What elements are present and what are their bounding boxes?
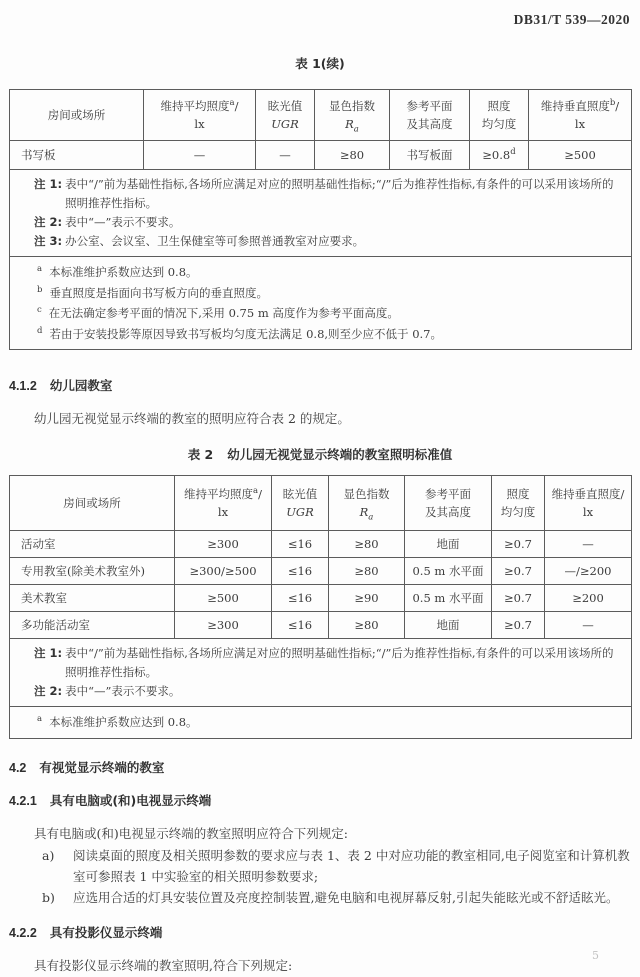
cell-uniformity: ≥0.7 [492,558,545,585]
table1-header-row [10,90,632,141]
table1-notes [10,170,632,257]
header-symbol-ra: $R_a$ [345,117,359,135]
table1-notes-row [10,170,632,257]
header-unit: lx [194,117,205,131]
footnote-text: 本标准维护系数应达到 0.8。 [49,265,198,279]
table2-notes-row [10,639,632,707]
list-item-label: b) [42,889,55,905]
table-2 [9,475,632,739]
header-symbol-ugr: UGR [286,505,314,519]
table2-header-uniformity [492,476,545,531]
table2-notes [10,639,632,707]
header-text: 眩光值 [282,487,318,501]
header-unit: lx [582,505,594,519]
note-line [34,644,619,682]
section-title: 具有电脑或(和)电视显示终端 [49,792,212,808]
cell-ugr: ≤16 [272,612,329,639]
list-item-text: 阅读桌面的照度及相关照明参数的要求应与表 1、表 2 中对应功能的教室相同,电子阅览室和计算机教室可参照表 1 中实验室的相关照明参数要求; [73,847,630,884]
table2-row-art-classroom [10,585,632,612]
cell-vertical: ≥500 [529,141,632,170]
footnote-text: 垂直照度是指面向书写板方向的垂直照度。 [49,285,268,300]
superscript-a: a [253,486,259,497]
table1-row-writing-board [10,141,632,170]
section-heading-42 [9,759,631,777]
header-text: 及其高度 [406,117,453,131]
list-421 [9,845,631,908]
table2-header-vertical [545,476,632,531]
cell-ugr: ≤16 [272,531,329,558]
note-label: 注 3: [34,234,63,248]
paragraph-421: 具有电脑或(和)电视显示终端的教室照明应符合下列规定: [34,825,348,841]
note-line [34,682,619,701]
subscript-a: a [368,512,374,523]
section-title: 有视觉显示终端的教室 [39,759,165,775]
footnote-mark: b [37,284,43,295]
cell-uniformity: ≥0.7 [492,585,545,612]
note-text: 表中“—”表示不要求。 [65,215,181,229]
footnote-line [37,283,619,304]
header-text: 显色指数 [329,99,375,113]
table2-footnotes-row [10,707,632,739]
header-text: 维持垂直照度$^b$/ [540,98,620,113]
cell-room: 书写板 [10,141,144,170]
header-unit: lx [217,505,229,519]
note-line [34,175,619,213]
footnote-line [37,712,619,733]
table2-header-plane [405,476,492,531]
cell-plane: 0.5 m 水平面 [405,558,492,585]
cell-uniformity: ≥0.7 [492,612,545,639]
paragraph-422: 具有投影仪显示终端的教室照明,符合下列规定: [34,957,293,973]
table2-header-row [10,476,632,531]
footnote-text: 若由于安装投影等原因导致书写板均匀度无法满足 0.8,则至少应不低于 0.7。 [49,326,442,341]
cell-ra: ≥80 [329,558,405,585]
standard-number: DB31/T 539—2020 [513,12,630,27]
note-text: 表中“/”前为基础性指标,各场所应满足对应的照明基础性指标;“/”后为推荐性指标,有条件的可以采用该场所的照明推荐性指标。 [65,646,614,679]
note-label: 注 2: [34,215,63,229]
table1-header-uniformity [470,90,529,141]
header-symbol-ugr: UGR [271,117,299,131]
note-label: 注 2: [34,684,63,698]
footnote-line [37,324,619,345]
header-text: 维持平均照度$^a$/ [160,98,239,113]
header-text: 均匀度 [500,505,536,519]
cell-ra: ≥80 [329,531,405,558]
paragraph-412: 幼儿园无视觉显示终端的教室的照明应符合表 2 的规定。 [34,411,350,426]
cell-avg: ≥500 [175,585,272,612]
table2-header-avg-illuminance [175,476,272,531]
table2-row-activity-room [10,531,632,558]
note-label: 注 1: [34,177,63,191]
footnote-line [37,262,619,283]
header-text: 参考平面 [425,487,471,501]
page-number: 5 [592,949,599,962]
table1-header-plane [390,90,470,141]
cell-room: 多功能活动室 [10,612,175,639]
header-text: 均匀度 [481,117,517,131]
header-text: 及其高度 [425,505,471,519]
table1-header-glare [256,90,315,141]
table2-footnotes [10,707,632,739]
header-text: 眩光值 [267,99,303,113]
cell-plane: 书写板面 [390,141,470,170]
header-text: 参考平面 [406,99,453,113]
footnote-mark: d [37,325,43,336]
note-line [34,232,619,251]
section-heading-412 [9,377,631,395]
table2-header-room [10,476,175,531]
header-text: 显色指数 [343,487,390,501]
table2-caption-label: 表 2 [187,447,214,462]
cell-room: 专用教室(除美术教室外) [10,558,175,585]
footnote-mark: a [37,714,43,725]
header-unit: lx [574,117,586,131]
cell-plane: 地面 [405,612,492,639]
cell-ra: ≥80 [315,141,390,170]
cell-vertical: — [545,531,632,558]
footnote-line [37,303,619,324]
header-text: 房间或场所 [63,496,121,510]
cell-avg: ≥300/≥500 [175,558,272,585]
table1-header-room [10,90,144,141]
table1-header-avg-illuminance [144,90,256,141]
superscript-d: d [510,147,516,158]
header-symbol-ra: $R_a$ [359,505,374,523]
table2-caption [9,445,631,463]
superscript-b: b [609,98,616,109]
section-title: 具有投影仪显示终端 [49,924,163,940]
table2-row-multifunction-room [10,612,632,639]
table2-row-special-classroom [10,558,632,585]
cell-avg: — [144,141,256,170]
cell-ugr: ≤16 [272,558,329,585]
note-text: 表中“/”前为基础性指标,各场所应满足对应的照明基础性指标;“/”后为推荐性指标,有条件的可以采用该场所的照明推荐性指标。 [65,177,614,210]
header-text: 照度 [487,99,511,113]
list-item-label: a) [42,847,55,863]
section-number: 4.1.2 [9,379,37,393]
cell-uniformity: ≥0.7 [492,531,545,558]
cell-vertical: ≥200 [545,585,632,612]
footnote-mark: a [37,264,43,275]
list-item-b [9,887,631,908]
table1-footnotes [10,257,632,350]
table2-header-glare [272,476,329,531]
section-heading-421 [9,792,631,810]
table1-caption: 表 1(续) [295,56,345,71]
header-text: 维持垂直照度/ [551,487,625,501]
footnote-text: 在无法确定参考平面的情况下,采用 0.75 m 高度作为参考平面高度。 [48,306,399,320]
cell-uniformity: ≥0.8$^d$ [470,141,529,170]
cell-ra: ≥80 [329,612,405,639]
section-number: 4.2 [9,760,27,775]
cell-room: 美术教室 [10,585,175,612]
cell-plane: 地面 [405,531,492,558]
cell-vertical: — [545,612,632,639]
header-text: 维持平均照度$^a$/ [184,486,262,501]
cell-room: 活动室 [10,531,175,558]
cell-avg: ≥300 [175,612,272,639]
note-label: 注 1: [34,646,63,660]
superscript-a: a [229,98,235,109]
table1-header-cri [315,90,390,141]
cell-plane: 0.5 m 水平面 [405,585,492,612]
table1-header-vertical [529,90,632,141]
list-item-text: 应选用合适的灯具安装位置及亮度控制装置,避免电脑和电视屏幕反射,引起失能眩光或不舒适眩光。 [73,889,619,905]
subscript-a: a [353,124,359,135]
cell-vertical: —/≥200 [545,558,632,585]
header-text: 房间或场所 [47,108,106,122]
note-text: 表中“—”表示不要求。 [65,684,181,698]
cell-ugr: — [256,141,315,170]
table2-caption-title: 幼儿园无视觉显示终端的教室照明标准值 [227,447,453,462]
section-heading-422 [9,924,631,942]
table1-footnotes-row [10,257,632,350]
note-line [34,213,619,232]
section-number: 4.2.2 [9,925,37,940]
cell-ra: ≥90 [329,585,405,612]
table-1 [9,89,632,350]
list-item-a [9,845,631,887]
header-text: 照度 [506,487,530,501]
footnote-text: 本标准维护系数应达到 0.8。 [49,715,198,729]
cell-avg: ≥300 [175,531,272,558]
cell-ugr: ≤16 [272,585,329,612]
section-title: 幼儿园教室 [49,378,113,393]
section-number: 4.2.1 [9,793,37,808]
table2-header-cri [329,476,405,531]
footnote-mark: c [37,305,42,316]
note-text: 办公室、会议室、卫生保健室等可参照普通教室对应要求。 [65,234,365,248]
